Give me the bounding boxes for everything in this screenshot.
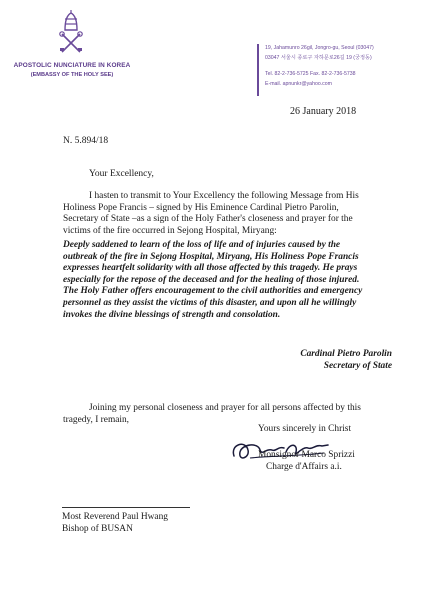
phone-fax: Tel. 82-2-736-5725 Fax. 82-2-736-5738 <box>265 71 356 77</box>
email-address: E-mail. apnunkr@yahoo.com <box>265 81 332 87</box>
message-signer-title: Secretary of State <box>323 361 392 371</box>
closing-line: tragedy, I remain, <box>63 415 130 425</box>
organization-subtitle: (EMBASSY OF THE HOLY SEE) <box>30 72 114 78</box>
closing-line: Joining my personal closeness and prayer for all persons affected by this <box>89 403 361 413</box>
message-line: outbreak of the fire in Sejong Hospital, Miryang, His Holiness Pope Francis <box>63 251 359 262</box>
closing-paragraph <box>63 402 394 426</box>
recipient-name: Most Reverend Paul Hwang <box>62 512 168 522</box>
message-line: expresses heartfelt solidarity with all those affected by this tragedy. He prays <box>63 263 358 274</box>
intro-paragraph <box>63 191 394 237</box>
intro-line: victims of the fire occurred in Sejong Hospital, Miryang: <box>63 225 277 236</box>
valediction: Yours sincerely in Christ <box>258 424 352 434</box>
recipient-title: Bishop of BUSAN <box>62 524 133 534</box>
intro-line: Secretary of State –as a sign of the Holy Father's closeness and prayer for the <box>63 214 353 225</box>
reference-number: N. 5.894/18 <box>63 136 109 146</box>
address-korean: 03047 서울시 종로구 자하문로26길 19 (궁정동) <box>265 55 372 61</box>
organization-name: APOSTOLIC NUNCIATURE IN KOREA <box>13 62 131 69</box>
sender-name: Monsignor Marco Sprizzi <box>258 450 355 460</box>
intro-line: Holiness Pope Francis – signed by His Eminence Cardinal Pietro Parolin, <box>63 202 339 213</box>
holy-see-emblem-icon <box>58 10 84 54</box>
message-signer <box>200 348 392 372</box>
message-line: Deeply saddened to learn of the loss of life and of injuries caused by the <box>63 240 341 250</box>
intro-line: I hasten to transmit to Your Excellency the following Message from His <box>89 191 359 201</box>
sender-title: Charge d'Affairs a.i. <box>266 462 342 472</box>
sender-block <box>258 449 355 473</box>
recipient-block <box>62 511 168 535</box>
letter-date: 26 January 2018 <box>290 106 357 117</box>
papal-message <box>63 240 394 321</box>
message-line: especially for the repose of the deceased and for the healing of those injured. <box>63 274 360 285</box>
message-line: invokes the divine blessings of strength and consolation. <box>63 309 281 320</box>
message-line: personnel as they assist the victims of this disaster, and upon all he willingly <box>63 297 357 308</box>
message-line: The Holy Father offers encouragement to the civil authorities and emergency <box>63 286 363 297</box>
salutation: Your Excellency, <box>89 169 154 179</box>
letterhead-divider <box>257 44 259 96</box>
address-english: 19, Jahamunro 26gil, Jongro-gu, Seoul (03047) <box>265 45 374 51</box>
recipient-divider <box>62 507 190 508</box>
message-signer-name: Cardinal Pietro Parolin <box>300 349 392 359</box>
